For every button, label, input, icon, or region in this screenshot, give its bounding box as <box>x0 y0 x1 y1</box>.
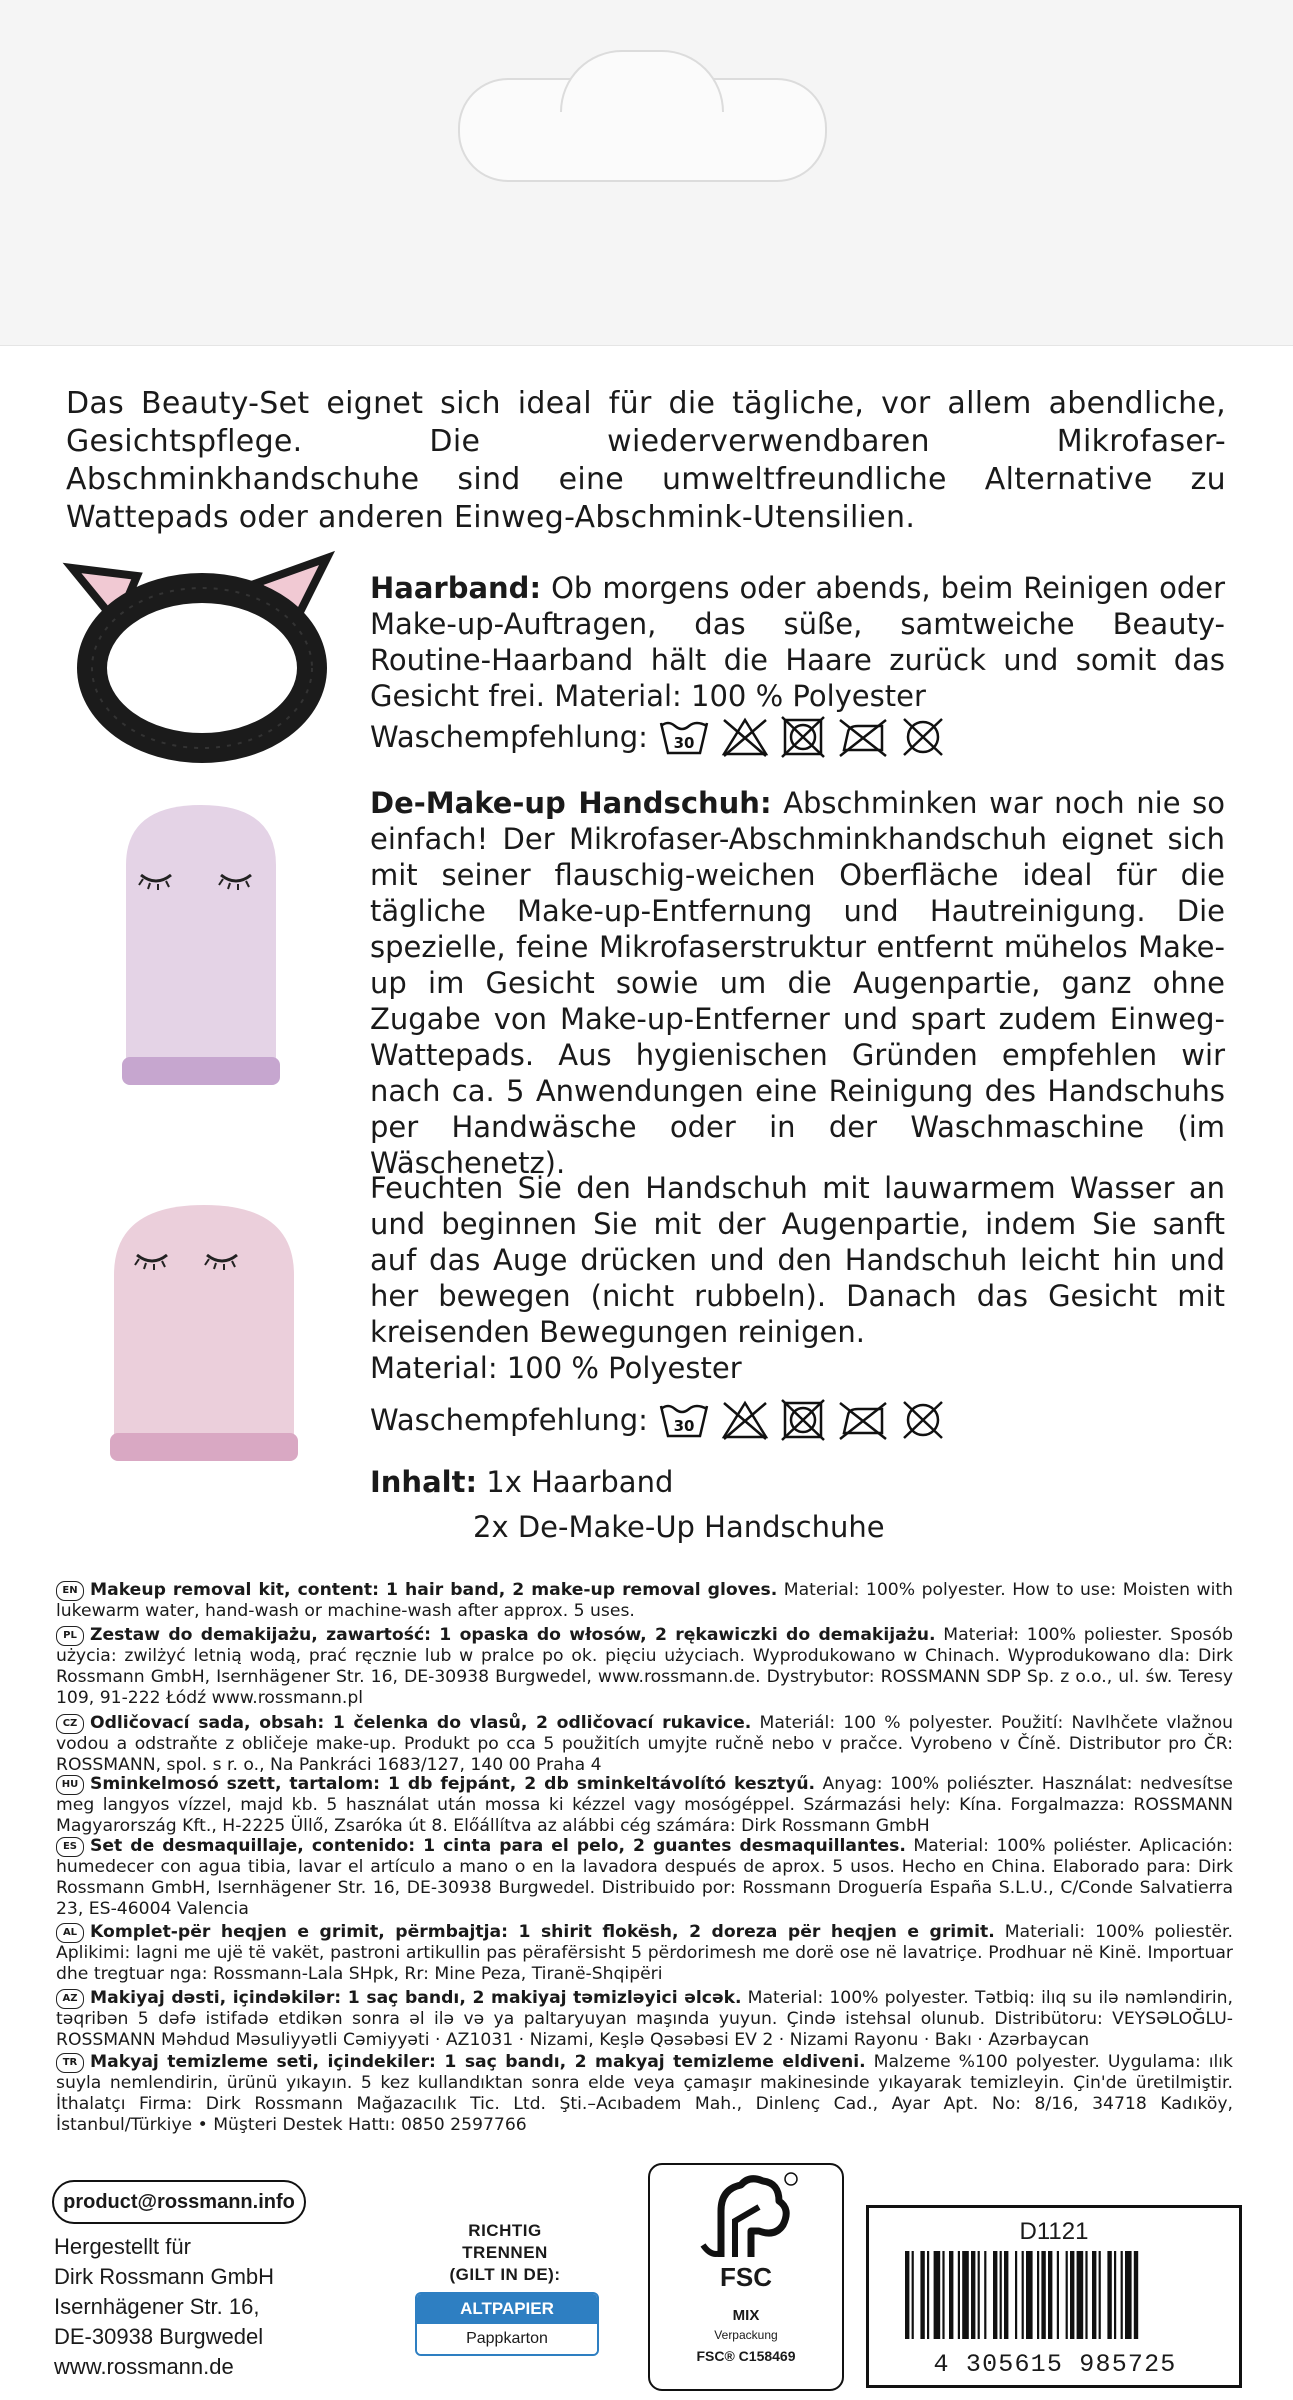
lang-badge-tr: TR <box>56 2053 84 2073</box>
translation-cz-text: Materiál: 100 % polyester. Použití: Navlhčete vlažnou vodou a odstraňte z obličeje make-up. Produkt po cca 5 použitích umyjte ručně nebo v pračce. Vyrobeno v Číně. Distributor pro ČR: ROSSMANN, spol. s r. o., Na Pankráci 1683/127, 140 00 Praha 4 <box>56 1713 1233 1775</box>
barcode-bar <box>1134 2251 1138 2339</box>
fsc-mix: MIX <box>732 2307 760 2324</box>
translation-en <box>56 1580 1233 1622</box>
lang-badge-cz: CZ <box>56 1714 84 1734</box>
translation-es <box>56 1836 1233 1920</box>
barcode-bar <box>1026 2251 1033 2339</box>
barcode-bar <box>958 2251 960 2339</box>
no-tumble-dry-icon <box>780 715 826 759</box>
no-bleach-icon <box>720 1399 770 1441</box>
handschuh-usage: Feuchten Sie den Handschuh mit lauwarmem Wasser an und beginnen Sie mit der Augenpartie, indem Sie sanft auf das Auge drücken und den Handschuh leicht hin und her bewegen (nicht rubbeln). Danach das Gesicht mit kreisenden Bewegungen reinigen. <box>370 1171 1225 1349</box>
barcode-bars <box>905 2251 1205 2339</box>
lang-badge-al: AL <box>56 1923 84 1943</box>
barcode-bar <box>934 2251 941 2339</box>
inhalt-item-2: 2x De-Make-Up Handschuhe <box>473 1510 885 1544</box>
barcode-bar <box>971 2251 975 2339</box>
translation-tr-text: Malzeme %100 polyester. Uygulama: ılık suyla nemlendirin, ürünü yıkayın. 5 kez kullandıktan sonra elde veya çamaşır makinesinde yıkayarak temizleyin. Çin'de üretilmiştir. İthalatçı Firma: Dirk Rossmann Mağazacılık Tic. Ltd. Şti.–Acıbadem Mah., Dinlenç Cad., Ayar Apt. No: 8/16, 34718 Kadıköy, İstanbul/Türkiye • Müşteri Destek Hattı: 0850 2597766 <box>56 2052 1233 2135</box>
recycling-info <box>415 2220 595 2356</box>
haarband-text: Ob morgens oder abends, beim Reinigen oder Make-up-Auftragen, das süße, samtweiche Beauty-Routine-Haarband hält die Haare zurück und somit das Gesicht frei. Material: 100 % Polyester <box>370 571 1226 713</box>
barcode-bar <box>1004 2251 1008 2339</box>
fsc-label <box>648 2163 844 2391</box>
haarband-wash-row <box>370 715 946 759</box>
barcode-bar <box>1048 2251 1052 2339</box>
address-line: Isernhägener Str. 16, <box>54 2294 260 2319</box>
barcode-bar <box>1066 2251 1068 2339</box>
fsc-tree-icon <box>691 2171 801 2263</box>
translation-pl-title: Zestaw do demakijażu, zawartość: 1 opaska do włosów, 2 rękawiczki do demakijażu. <box>90 1625 936 1645</box>
no-dry-clean-icon <box>900 1398 946 1442</box>
glove-pink-image <box>92 1195 317 1470</box>
website-link[interactable]: www.rossmann.de <box>54 2354 234 2379</box>
hang-hole <box>458 78 827 182</box>
handschuh-wash-row <box>370 1398 946 1442</box>
handschuh-section <box>370 785 1225 1181</box>
barcode <box>866 2205 1242 2388</box>
haarband-title: Haarband: <box>370 571 542 605</box>
translation-pl-text: Materiał: 100% poliester. Sposób użycia: zwilżyć letnią wodą, prać ręcznie lub w pralce po ok. pięciu użyciach. Wyprodukowano w Chinach. Wyprodukowano dla: Dirk Rossmann GmbH, Isernhägener Str. 16, DE-30938 Burgwedel, www.rossmann.de. Dystrybutor: ROSSMANN SDP Sp. z o.o., ul. św. Teresy 109, 91-222 Łódź www.rossmann.pl <box>56 1625 1234 1708</box>
no-bleach-icon <box>720 716 770 758</box>
barcode-bar <box>912 2251 914 2339</box>
haarband-wash-temp: 30 <box>673 734 695 752</box>
lang-badge-en: EN <box>56 1581 84 1601</box>
no-dry-clean-icon <box>900 715 946 759</box>
barcode-bar <box>927 2251 929 2339</box>
no-iron-icon <box>836 1399 890 1441</box>
lang-badge-az: AZ <box>56 1989 84 2009</box>
contact-email[interactable]: product@rossmann.info <box>52 2180 306 2224</box>
translation-pl <box>56 1625 1233 1709</box>
translation-al-text: Materiali: 100% poliestër. Aplikimi: lagni me ujë të vakët, pastroni artikullin pas përafërsisht 5 përdorimesh me dorë ose në lavatriçe. Prodhuar në Kinë. Importuar dhe tregtuar nga: Rossmann-Lala SHpk, Rr: Mine Peza, Tiranë-Shqipëri <box>56 1922 1233 1984</box>
barcode-bar <box>962 2251 969 2339</box>
barcode-number: 4 305615 985725 <box>933 2350 1177 2379</box>
recycle-item: Pappkarton <box>417 2324 597 2354</box>
translation-es-title: Set de desmaquillaje, contenido: 1 cinta para el pelo, 2 guantes desmaquillantes. <box>90 1836 906 1856</box>
wash-30-icon <box>658 717 710 757</box>
no-tumble-dry-icon <box>780 1398 826 1442</box>
recycle-line-2: TRENNEN <box>462 2243 548 2262</box>
translation-es-text: Material: 100% poliéster. Aplicación: humedecer con agua tibia, lavar el artículo a mano o en la lavadora después de aprox. 5 usos. Hecho en China. Elaborado para: Dirk Rossmann GmbH, Isernhägener Str. 16, DE-30938 Burgwedel. Distribuido por: Rossmann Droguería España S.L.U., C/Conde Salvatierra 23, ES-46004 Valencia <box>56 1836 1233 1919</box>
recycle-line-3: (GILT IN DE): <box>449 2265 561 2284</box>
barcode-bar <box>1125 2251 1132 2339</box>
hairband-image <box>62 548 337 773</box>
translation-al-title: Komplet-për heqjen e grimit, përmbajtja: 1 shirit flokësh, 2 doreza për heqjen e grimit. <box>90 1922 995 1942</box>
recycle-line-1: RICHTIG <box>468 2221 542 2240</box>
barcode-bar <box>942 2251 944 2339</box>
barcode-bar <box>1114 2251 1116 2339</box>
address-line: DE-30938 Burgwedel <box>54 2324 264 2349</box>
hang-tab-area <box>0 0 1293 346</box>
barcode-bar <box>1037 2251 1039 2339</box>
barcode-bar <box>1057 2251 1059 2339</box>
fsc-name: FSC <box>720 2262 772 2292</box>
fsc-verpackung: Verpackung <box>714 2328 778 2342</box>
address-line: Dirk Rossmann GmbH <box>54 2264 275 2289</box>
haarband-wash-label: Waschempfehlung: <box>370 720 648 754</box>
barcode-bar <box>1000 2251 1002 2339</box>
haarband-section <box>370 570 1225 714</box>
translation-hu-title: Sminkelmosó szett, tartalom: 1 db fejpánt, 2 db sminkeltávolító kesztyű. <box>90 1774 816 1794</box>
lang-badge-pl: PL <box>56 1626 84 1646</box>
lang-badge-es: ES <box>56 1837 84 1857</box>
barcode-bar <box>1121 2251 1123 2339</box>
barcode-bar <box>1085 2251 1087 2339</box>
handschuh-title: De-Make-up Handschuh: <box>370 786 772 820</box>
barcode-bar <box>1070 2251 1074 2339</box>
translation-en-title: Makeup removal kit, content: 1 hair band, 2 make-up removal gloves. <box>90 1580 778 1600</box>
handschuh-material: Material: 100 % Polyester <box>370 1351 742 1385</box>
barcode-bar <box>1099 2251 1101 2339</box>
translation-cz-title: Odličovací sada, obsah: 1 čelenka do vlasů, 2 odličovací rukavice. <box>90 1713 752 1733</box>
barcode-bar <box>1041 2251 1045 2339</box>
inhalt-line-1 <box>370 1465 673 1499</box>
handschuh-wash-temp: 30 <box>673 1417 695 1435</box>
fsc-code: FSC® C158469 <box>696 2348 796 2364</box>
recycle-bin-label <box>415 2292 599 2356</box>
handschuh-text: Abschminken war noch nie so einfach! Der Mikrofaser-Abschminkhandschuh eignet sich mit seiner flauschig-weichen Oberfläche ideal für die tägliche Make-up-Entfernung und Hautreinigung. Die spezielle, feine Mikrofaserstruktur entfernt mühelos Make-up im Gesicht sowie um die Augenpartie, ganz ohne Zugabe von Make-up-Entferner und spart zudem Einweg-Wattepads. Aus hygienischen Gründen empfehlen wir nach ca. 5 Anwendungen eine Reinigung des Handschuhs per Handwäsche oder in der Waschmaschine (im Wäschenetz). <box>370 786 1226 1180</box>
barcode-bar <box>1015 2251 1017 2339</box>
intro-text: Das Beauty-Set eignet sich ideal für die tägliche, vor allem abendliche, Gesichtspflege. Die wiederverwendbaren Mikrofaser-Abschminkhandschuhe sind eine umweltfreundliche Alternative zu Wattepads oder anderen Einweg-Abschmink-Utensilien. <box>66 386 1226 535</box>
wash-30-icon <box>658 1400 710 1440</box>
barcode-id: D1121 <box>1019 2218 1089 2245</box>
no-iron-icon <box>836 716 890 758</box>
translation-az-text: Material: 100% polyester. Tətbiq: ilıq su ilə nəmləndirin, təqribən 5 dəfə istifadə etdikən sonra əl ilə və ya paltaryuyan maşında yuyun. Çində istehsal olunub. Distribütoru: VEYSƏLOĞLU-ROSSMANN Məhdud Məsuliyyətli Cəmiyyəti · AZ1031 · Nizami, Keşlə Qəsəbəsi EV 2 · Nizami Rayonu · Bakı · Azərbaycan <box>56 1988 1233 2050</box>
lang-badge-hu: HU <box>56 1775 84 1795</box>
barcode-bar <box>978 2251 980 2339</box>
glove-purple-image <box>96 795 306 1095</box>
inhalt-item-1: 1x Haarband <box>486 1465 674 1499</box>
translation-tr-title: Makyaj temizleme seti, içindekiler: 1 saç bandı, 2 makyaj temizleme eldiveni. <box>90 2052 866 2072</box>
barcode-bar <box>905 2251 909 2339</box>
translation-hu-text: Anyag: 100% poliészter. Használat: nedvesítse meg langyos vízzel, majd kb. 5 használat után mossa ki kézzel vagy mosógéppel. Származási hely: Kína. Forgalmazza: ROSSMANN Magyarország Kft., H-2225 Üllő, Zsaróka út 8. Előállítva az alábbi cég számára: Dirk Rossmann GmbH <box>56 1774 1233 1836</box>
barcode-bar <box>1022 2251 1024 2339</box>
barcode-bar <box>984 2251 986 2339</box>
translation-al <box>56 1922 1233 1985</box>
translation-az-title: Makiyaj dəsti, içindəkilər: 1 saç bandı, 2 makiyaj təmizləyici əlcək. <box>90 1988 742 2008</box>
barcode-bar <box>1092 2251 1096 2339</box>
address-line: Hergestellt für <box>54 2234 191 2259</box>
manufacturer-address <box>54 2232 274 2382</box>
inhalt-label: Inhalt: <box>370 1465 478 1499</box>
barcode-bar <box>993 2251 997 2339</box>
handschuh-wash-label: Waschempfehlung: <box>370 1403 648 1437</box>
translation-en-text: Material: 100% polyester. How to use: Moisten with lukewarm water, hand-wash or machine-wash after approx. 5 uses. <box>56 1580 1233 1621</box>
translation-tr <box>56 2052 1233 2136</box>
barcode-bar <box>920 2251 924 2339</box>
translation-az <box>56 1988 1233 2051</box>
barcode-bar <box>1107 2251 1111 2339</box>
barcode-bar <box>949 2251 953 2339</box>
recycle-category: ALTPAPIER <box>417 2294 597 2324</box>
translation-hu <box>56 1774 1233 1837</box>
barcode-bar <box>1077 2251 1084 2339</box>
translation-cz <box>56 1713 1233 1776</box>
